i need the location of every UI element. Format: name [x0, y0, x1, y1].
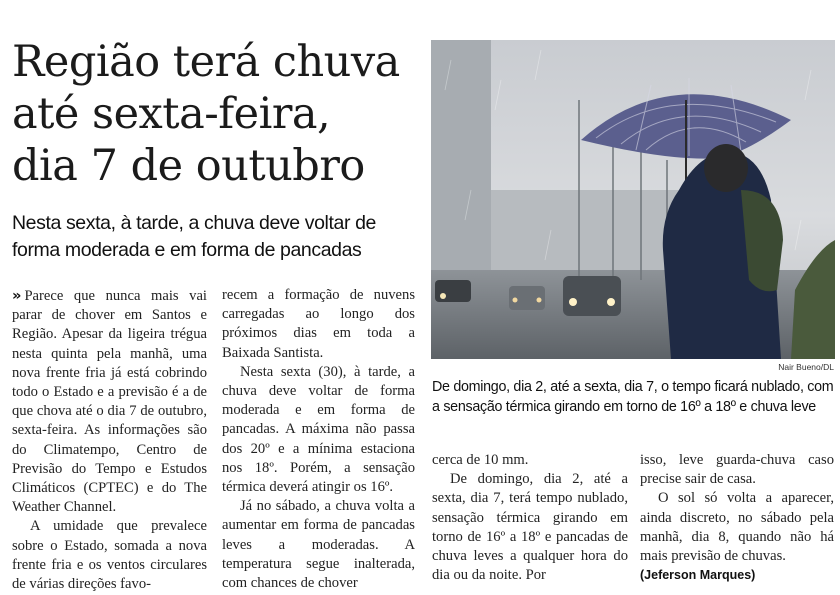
author-signature: (Jeferson Marques) [640, 568, 756, 583]
paragraph: isso, leve guarda-chuva caso precise sair de casa. [640, 452, 834, 488]
photo-caption [432, 378, 836, 417]
caption-line: a sensação térmica girando em torno de 16º a 18º e chuva leve [432, 398, 816, 415]
caption-line: De domingo, dia 2, até a sexta, dia 7, o tempo ficará nublado, com [432, 379, 834, 395]
lead-paragraph [12, 286, 207, 517]
body-column-4 [640, 451, 834, 585]
paragraph: Nesta sexta (30), à tarde, a chuva deve voltar de forma moderada e em forma de pancadas. A máxima não passa dos 20º e a mínima estaciona nos 18º. Porém, a sensação térmica deverá atingir os 16º. [222, 363, 415, 496]
paragraph: Já no sábado, a chuva volta a aumentar em forma de pancadas leves a moderadas. A temperatura segue inalterada, com chances de chover [222, 498, 415, 592]
news-photo [431, 40, 835, 359]
subheadline [12, 210, 422, 264]
signature-line [640, 566, 834, 585]
paragraph: recem a formação de nuvens carregadas ao longo dos próximos dias em toda a Baixada Santista. [222, 287, 415, 361]
paragraph-text: Parece que nunca mais vai parar de chover em Santos e Região. Apesar da ligeira trégua nesta quinta pela manhã, uma nova frente fria já está cobrindo todo o Estado e a previsão é a de que chova até o dia 7 de outubro, sexta-feira. As informações são do Climatempo, Centro de Previsão do Tempo e Estudos Climáticos (CPTEC) e do The Weather Channel. [12, 288, 207, 516]
headline-line: Região terá chuva [12, 37, 400, 87]
headline-line: dia 7 de outubro [12, 141, 365, 191]
headline-line: até sexta-feira, [12, 89, 331, 139]
rain-umbrella-photo-icon [431, 40, 835, 359]
photo-credit: Nair Bueno/DL [778, 362, 834, 372]
subheadline-line: Nesta sexta, à tarde, a chuva deve voltar de [12, 212, 376, 234]
paragraph: A umidade que prevalece sobre o Estado, somada a nova frente fria e os ventos circulares de várias direções favo- [12, 518, 207, 593]
subheadline-line: forma moderada e em forma de pancadas [12, 239, 362, 261]
paragraph: cerca de 10 mm. [432, 452, 529, 468]
headline [12, 36, 422, 192]
body-column-1 [12, 286, 207, 594]
paragraph: O sol só volta a aparecer, ainda discreto, no sábado pela manhã, dia 8, quando não há mais previsão de chuvas. [640, 490, 834, 565]
paragraph: De domingo, dia 2, até a sexta, dia 7, terá tempo nublado, sensação térmica girando em torno de 16º a 18º e pancadas de chuva leves a qualquer hora do dia ou da noite. Por [432, 471, 628, 584]
body-column-2 [222, 286, 415, 593]
body-column-3 [432, 451, 628, 585]
lead-marker-icon: » [12, 287, 19, 304]
